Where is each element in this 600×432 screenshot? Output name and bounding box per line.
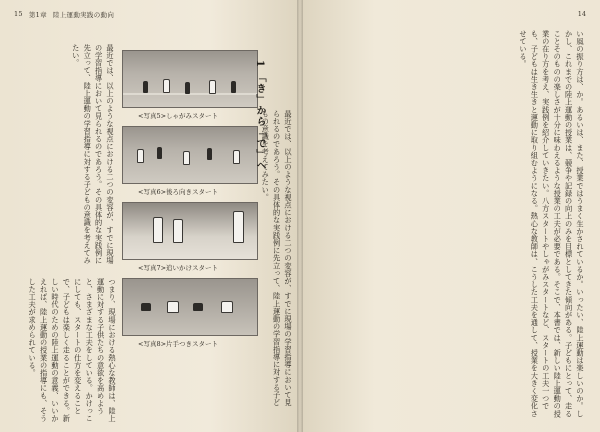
photo-6-caption: <写真6>後ろ向きスタート [138,187,219,196]
photo-7-caption: <写真7>追いかけスタート [138,263,219,272]
section-heading: 1 「き」から「で」へ [254,60,265,172]
left-page-right-text: 最近では、以上のような視点における二つの変容が、すでに現場の学習指導において見られるのであろう。その具体的な実践例に先立って、陸上運動の学習指導に対する子どもの意識を考えてみたい。 [261,110,293,407]
photo-8-caption: <写真8>片手つきスタート [138,339,219,348]
running-head [14,10,114,19]
chapter-title: 陸上運動実践の動向 [52,11,115,19]
left-page-bottom-text: つまり、現場における熱心な教師は、陸上運動に対する子供たちの意欲を高めようと、さまざまな工夫をしている。かけっこにしても、スタートの仕方を変えることで、子どもは楽しく走ることができる。新しい時代のための陸上運動の意義、いいかえれば、陸上運動の授業の指導にも、そうした工夫が求められている。 [28,278,117,423]
photo-column [122,50,256,354]
right-page-body-text: い風の振り方は、か。あるいは、また、授業ではうまく生かされているか。いったい、陸上運動は楽しいのか。しかし、これまでの陸上運動の授業は、競争や記録の向上のみを目標としてきた傾向がある。子どもにとって、走ることそのものの楽しさが十分に味わえるような授業の工夫が必要である。そこで、本書では、新しい陸上運動の授業の在り方を考え、実践例を紹介していきたい。八方スタートやしゃがみスタートなど、スタートの工夫一つでも、子どもは生き生きと運動に取り組むようになる。熱心な教師は、こうした工夫を通して、授業を大きく変化させている。 [518,30,585,418]
photo-6 [122,126,258,184]
page-number-right: 14 [577,10,586,18]
left-page-main-text: 最近では、以上のような視点における二つの変容が、すでに現場の学習指導において見られるのであろう。その具体的な実践例に先立って、陸上運動の学習指導に対する子どもの意識を考えてみたい。 [71,44,115,265]
chapter-label: 第1章 [28,11,47,19]
left-page-main-column [6,44,116,269]
book-gutter [297,0,303,432]
right-page-body [314,30,586,422]
photo-8 [122,278,258,336]
photo-7 [122,202,258,260]
right-page [300,0,600,432]
photo-5-caption: <写真5>しゃがみスタート [138,111,219,120]
left-page-right-column [262,110,294,410]
left-page-bottom-column [14,278,118,424]
photo-5 [122,50,258,108]
page-number-left: 15 [14,10,23,18]
